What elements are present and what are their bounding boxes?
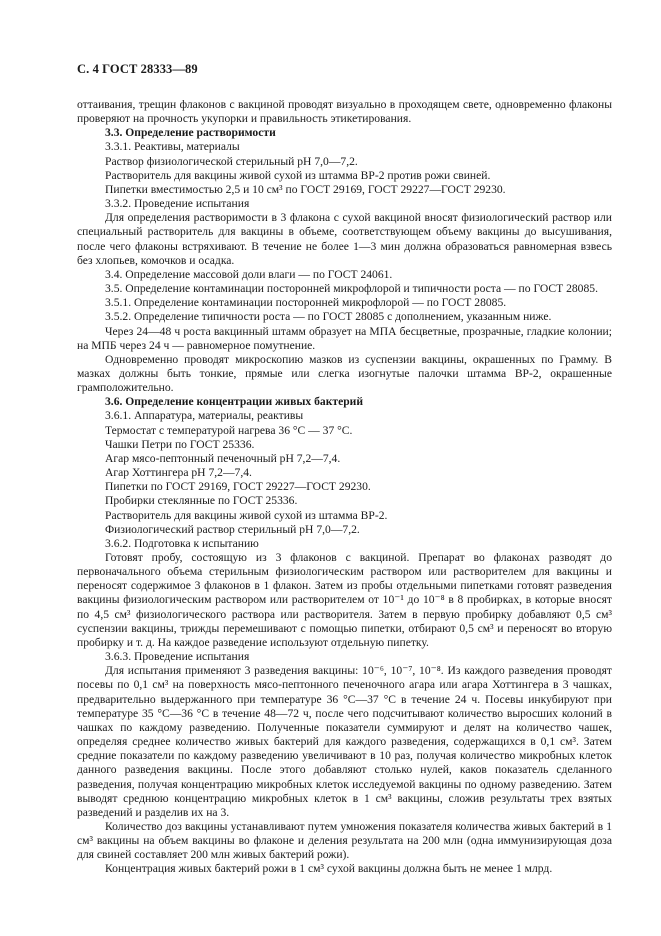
document-page (77, 62, 612, 877)
paragraph: Концентрация живых бактерий рожи в 1 см³ сухой вакцины должна быть не менее 1 млрд. (105, 862, 553, 876)
paragraph: Растворитель для вакцины живой сухой из штамма ВР-2 против рожи свиней. (105, 168, 491, 182)
page-header: С. 4 ГОСТ 28333—89 (77, 62, 198, 76)
paragraph: Чашки Петри по ГОСТ 25336. (105, 437, 255, 451)
paragraph: Термостат с температурой нагрева 36 °С — 37 °С. (105, 423, 353, 437)
paragraph: Растворитель для вакцины живой сухой из штамма ВР-2. (105, 508, 388, 522)
paragraph: Пипетки по ГОСТ 29169, ГОСТ 29227—ГОСТ 29230. (105, 480, 371, 494)
paragraph: 3.5.1. Определение контаминации посторонней микрофлорой — по ГОСТ 28085. (105, 296, 507, 310)
paragraph: Пробирки стеклянные по ГОСТ 25336. (105, 494, 298, 508)
paragraph: Количество доз вакцины устанавливают путем умножения показателя количества живых бактерий в 1 см³ вакцины на объем вакцины во флаконе и деления результата на 200 млн (одна иммунизирующая доза для свиней составляет 200 млн живых бактерий рожи). (77, 819, 612, 862)
paragraph: 3.3.1. Реактивы, материалы (105, 140, 240, 154)
paragraph: 3.6.1. Аппаратура, материалы, реактивы (105, 409, 304, 423)
paragraph: 3.6.2. Подготовка к испытанию (105, 536, 259, 550)
paragraph: Готовят пробу, состоящую из 3 флаконов с вакциной. Препарат во флаконах разводят до первоначального объема стерильным физиологическим раствором или растворителем для вакцины и переносят содержимое 3 флаконов в 1 флакон. Затем из пробы отдельными пипетками готовят разведения вакцины физиологическим раствором или растворителем от 10⁻¹ до 10⁻⁸ в 8 пробирках, в которые вносят по 4,5 см³ физиологического раствора или растворителя. Затем в первую пробирку добавляют 0,5 см³ суспензии вакцины, трижды перемешивают с помощью пипетки, отбирают 0,5 см³ и переносят во вторую пробирку и т. д. На каждое разведение используют отдельную пипетку. (77, 551, 612, 649)
paragraph: Одновременно проводят микроскопию мазков из суспензии вакцины, окрашенных по Грамму. В мазках должны быть тонкие, прямые или слегка изогнутые палочки штамма ВР-2, окрашенные грамположительно. (77, 352, 612, 395)
paragraph: Раствор физиологической стерильный рН 7,0—7,2. (105, 154, 358, 168)
paragraph: Через 24—48 ч роста вакцинный штамм образует на МПА бесцветные, прозрачные, гладкие колонии; на МПБ через 24 ч — равномерное помутнение. (77, 324, 612, 352)
paragraph: Для определения растворимости в 3 флакона с сухой вакциной вносят физиологический раствор или специальный растворитель для вакцины в объеме, соответствующем объему вакцины до высушивания, после чего флаконы встряхивают. В течение не более 1—3 мин должна образоваться равномерная взвесь без хлопьев, комочков и осадка. (77, 211, 612, 267)
paragraph: Агар мясо-пептонный печеночный рН 7,2—7,4. (105, 451, 341, 465)
paragraph: 3.5. Определение контаминации посторонней микрофлорой и типичности роста — по ГОСТ 28085. (105, 282, 598, 296)
paragraph: Физиологический раствор стерильный рН 7,0—7,2. (105, 522, 360, 536)
paragraph: 3.6.3. Проведение испытания (105, 650, 250, 664)
document-body (77, 98, 612, 877)
section-heading: 3.3. Определение растворимости (105, 126, 276, 140)
paragraph: Пипетки вместимостью 2,5 и 10 см³ по ГОСТ 29169, ГОСТ 29227—ГОСТ 29230. (105, 182, 506, 196)
paragraph: 3.3.2. Проведение испытания (105, 197, 250, 211)
paragraph: Агар Хоттингера рН 7,2—7,4. (105, 466, 252, 480)
paragraph: 3.5.2. Определение типичности роста — по ГОСТ 28085 с дополнением, указанным ниже. (105, 310, 552, 324)
section-heading: 3.6. Определение концентрации живых бактерий (105, 395, 364, 409)
paragraph: 3.4. Определение массовой доли влаги — по ГОСТ 24061. (105, 267, 393, 281)
paragraph: оттаивания, трещин флаконов с вакциной проводят визуально в проходящем свете, одновременно флаконы проверяют на прочность укупорки и правильность этикетирования. (77, 98, 612, 126)
paragraph: Для испытания применяют 3 разведения вакцины: 10⁻⁶, 10⁻⁷, 10⁻⁸. Из каждого разведения проводят посевы по 0,1 см³ на поверхность мясо-пептонного печеночного агара или агара Хоттингера в 3 чашках, предварительно выдержанного при температуре 36 °С—37 °С в течение 24 ч. Посевы инкубируют при температуре 35 °С—36 °С в течение 48—72 ч, после чего подсчитывают количество выросших колоний в чашках по каждому разведению. Полученные показатели суммируют и делят на количество чашек, определяя среднее количество живых бактерий для каждого разведения, содержащихся в 0,1 см³. Затем средние показатели по каждому разведению увеличивают в 10 раз, получая количество микробных клеток данного разведения вакцины. После этого добавляют столько нулей, каков показатель сделанного разведения, получая концентрацию микробных клеток исследуемой вакцины по одному разведению. Затем выводят среднюю концентрацию микробных клеток в 1 см³ вакцины, сложив результаты трех взятых разведений и разделив их на 3. (77, 664, 612, 819)
